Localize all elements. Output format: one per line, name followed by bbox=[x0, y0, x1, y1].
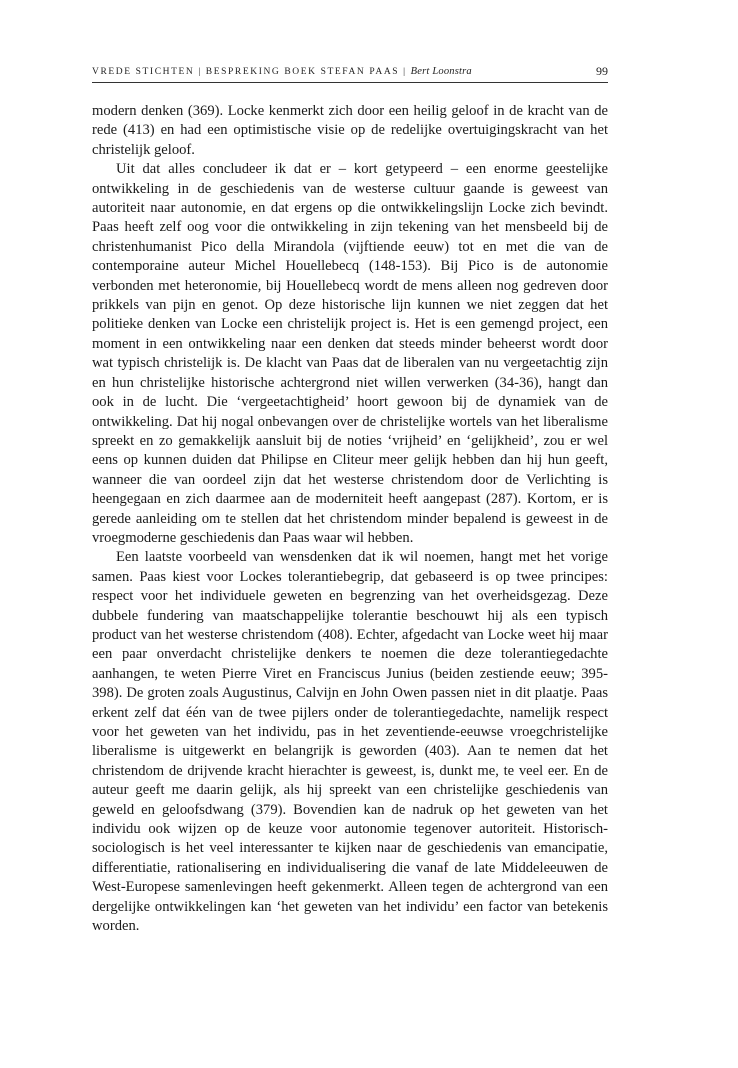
paragraph-continuation: modern denken (369). Locke kenmerkt zich door een heilig geloof in de kracht van de rede (413) en had een optimistische visie op de redelijke overtuigingskracht van het christelijk geloof. bbox=[92, 103, 608, 158]
running-author: Bert Loonstra bbox=[410, 66, 472, 77]
paragraph-conclusion: Uit dat alles concludeer ik dat er – kort getypeerd – een enorme geestelijke ontwikkeling in de geschiedenis van de westerse cultuur gaande is geweest van autoriteit naar autonomie, en dat ergens op die ontwikkelingslijn Locke zich bevindt. Paas heeft zelf oog voor die ontwikkeling in zijn tekening van het mensbeeld bij de christenhumanist Pico della Mirandola (vijftiende eeuw) tot en met die van de contemporaine auteur Michel Houellebecq (148-153). Bij Pico is de autonomie verbonden met heteronomie, bij Houellebecq wordt de mens alleen nog gedreven door prikkels van pijn en genot. Op deze historische lijn kunnen we niet zeggen dat het politieke denken van Locke een christelijk project is. Het is een gemengd project, een moment in een ontwikkeling naar een denken dat steeds minder beheerst wordt door wat typisch christelijk is. De klacht van Paas dat de liberalen van nu vergeetachtig zijn en hun christelijke historische achtergrond niet willen verwerken (34-36), hangt dan ook in de lucht. Die ‘vergeetachtigheid’ hoort gewoon bij de dynamiek van de ontwikkeling. Dat hij nogal onbevangen over de christelijke wortels van het liberalisme spreekt en zo gemakkelijk aansluit bij de noties ‘vrijheid’ en ‘gelijkheid’, zou er wel eens op kunnen duiden dat Philipse en Cliteur meer gelijk hebben dan hij hun geeft, wanneer die van oordeel zijn dat het westerse christendom door de Verlichting is heengegaan en zich daarmee aan de moderniteit heeft aangepast (287). Kortom, er is gerede aanleiding om te stellen dat het christendom minder bepalend is geweest in de vroegmoderne geschiedenis dan Paas waar wil hebben. bbox=[92, 161, 608, 546]
paragraph-last-example: Een laatste voorbeeld van wensdenken dat ik wil noemen, hangt met het vorige samen. Paas kiest voor Lockes tolerantiebegrip, dat gebaseerd is op twee principes: respect voor het individuele geweten en begrenzing van het overheidsgezag. Deze dubbele fundering van maatschappelijke tolerantie beschouwt hij als een typisch product van het westerse christendom (408). Echter, afgedacht van Locke weet hij maar een paar onverdacht christelijke denkers te noemen die deze tolerantiegedachte aanhangen, te weten Pierre Viret en Franciscus Junius (beiden zestiende eeuw; 395-398). De groten zoals Augustinus, Calvijn en John Owen passen niet in dit plaatje. Paas erkent zelf dat één van de twee pijlers onder de tolerantiegedachte, namelijk respect voor het geweten van het individu, pas in het zeventiende-eeuwse vroegchristelijke liberalisme is uitgewerkt en belangrijk is geworden (403). Aan te nemen dat het christendom de drijvende kracht hierachter is geweest, is, dunkt me, te veel eer. En de auteur geeft me daarin gelijk, als hij spreekt van een christelijke geschiedenis van geweld en geloofsdwang (379). Bovendien kan de nadruk op het geweten van het individu ook wijzen op de keuze voor autonomie tegenover autoriteit. Historisch-sociologisch is het veel interessanter te kijken naar de geschiedenis van emancipatie, differentiatie, rationalisering en individualisering die vanaf de late Middeleeuwen de West-Europese samenlevingen heeft gekenmerkt. Alleen tegen de achtergrond van een dergelijke ontwikkelingen kan ‘het geweten van het individu’ een factor van betekenis worden. bbox=[92, 549, 608, 935]
running-title: VREDE STICHTEN | BESPREKING BOEK STEFAN PAAS | bbox=[92, 67, 411, 77]
running-title-line bbox=[92, 66, 472, 77]
article-body bbox=[92, 102, 608, 936]
page-number: 99 bbox=[596, 64, 608, 78]
running-header bbox=[92, 62, 608, 83]
